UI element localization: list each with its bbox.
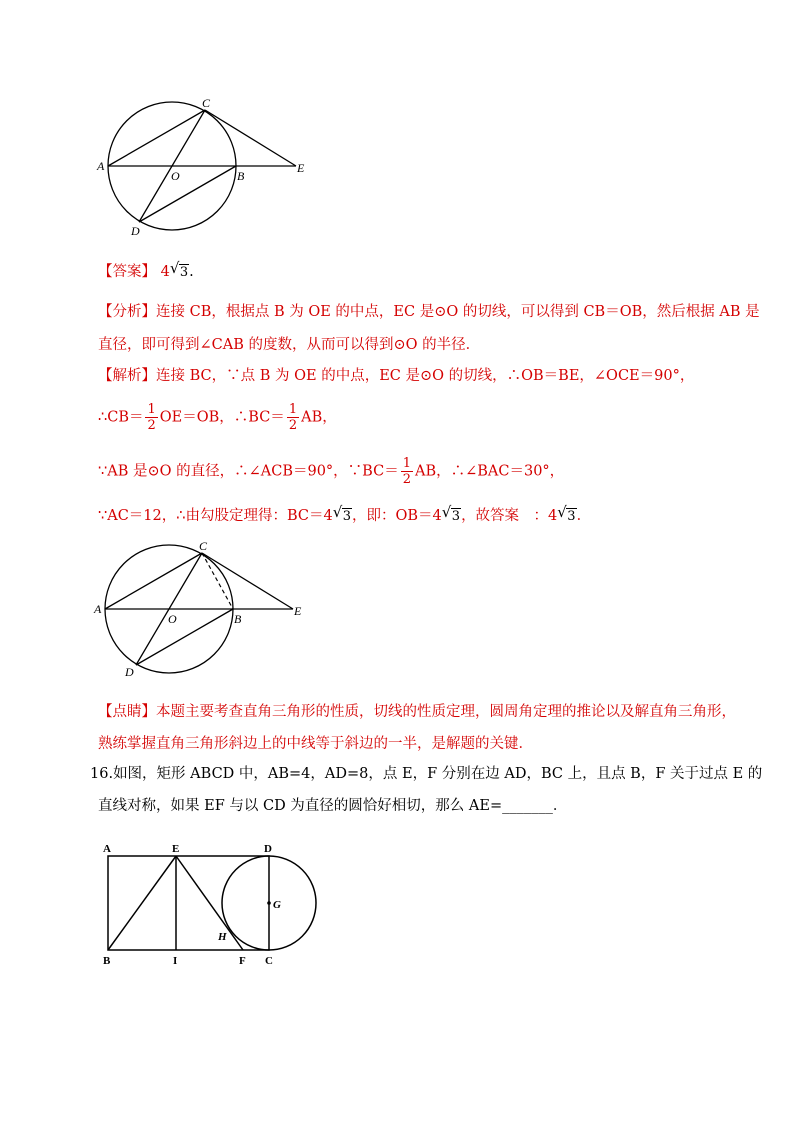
frac-num: 1 [147, 402, 156, 417]
label-H: H [218, 931, 227, 943]
fraction-half [145, 402, 157, 433]
label-A: A [97, 159, 105, 173]
solution-text-4d: ． [576, 508, 592, 524]
label-D: D [264, 843, 272, 855]
sqrt-symbol: √ 3 [441, 503, 461, 524]
radicand: 3 [567, 509, 576, 524]
sqrt-symbol: √ 3 [332, 503, 351, 524]
frac-den: 2 [147, 418, 156, 433]
analysis-text-1: 连接 CB，根据点 B 为 OE 的中点，EC 是⊙O 的切线，可以得到 CB＝OB，然后根据 AB 是 [156, 304, 760, 320]
solution-text-3b: AB，∴∠BAC＝30°， [414, 463, 565, 480]
label-A: A [103, 843, 111, 855]
label-F: F [239, 955, 246, 967]
comment-line-2 [98, 734, 533, 754]
label-C: C [202, 96, 211, 110]
answer-end: . [189, 264, 194, 280]
radicand: 3 [451, 509, 461, 524]
solution-text-1: 连接 BC，∵点 B 为 OE 的中点，EC 是⊙O 的切线，∴OB＝BE，∠OCE＝90°， [156, 368, 695, 384]
solution-line-3 [98, 456, 564, 487]
label-D: D [125, 665, 134, 679]
question-text-1: 如图，矩形 ABCD 中，AB=4，AD=8，点 E，F 分别在边 AD，BC 上，且点 B，F 关于过点 E 的 [113, 766, 763, 782]
label-B: B [103, 955, 111, 967]
figure-circle-tangent-1 [95, 90, 320, 235]
solution-text-2c: AB， [301, 409, 337, 426]
analysis-line-2 [98, 335, 480, 355]
label-B: B [234, 612, 242, 626]
label-O: O [168, 612, 177, 626]
frac-num: 1 [288, 402, 298, 417]
label-B: B [237, 169, 245, 183]
solution-tag: 【解析】 [98, 368, 156, 384]
answer-tag: 【答案】 [98, 264, 156, 280]
figure-circle-tangent-2 [92, 538, 317, 683]
solution-line-2 [98, 402, 337, 433]
question-text-2: 直线对称，如果 EF 与以 CD 为直径的圆恰好相切，那么 AE=_______． [98, 798, 568, 814]
solution-text-2b: OE＝OB，∴BC＝ [159, 409, 285, 426]
fraction-half [401, 456, 413, 487]
solution-text-4b: ，即：OB＝4 [352, 508, 442, 524]
label-E: E [297, 161, 305, 175]
question-number: 16. [90, 766, 114, 782]
label-E: E [294, 604, 302, 618]
answer-radicand: 3 [179, 265, 189, 280]
solution-line-1 [98, 366, 694, 386]
comment-text-2: 熟练掌握直角三角形斜边上的中线等于斜边的一半，是解题的关键． [98, 736, 533, 752]
question-line-1 [90, 764, 762, 784]
comment-tag: 【点睛】 [98, 704, 156, 720]
sqrt-symbol: √ 3 [169, 259, 189, 280]
frac-den: 2 [402, 472, 411, 487]
label-C: C [265, 955, 273, 967]
solution-text-4c: ，故答案 ：4 [461, 508, 558, 524]
label-A: A [94, 602, 102, 616]
label-D: D [131, 224, 140, 235]
label-G: G [273, 899, 281, 911]
analysis-tag: 【分析】 [98, 304, 156, 320]
analysis-text-2: 直径，即可得到∠CAB 的度数，从而可以得到⊙O 的半径． [98, 337, 481, 353]
answer-coef: 4 [160, 264, 170, 280]
frac-den: 2 [288, 418, 298, 433]
radicand: 3 [342, 509, 351, 524]
solution-text-3a: ∵AB 是⊙O 的直径，∴∠ACB＝90°，∵BC＝ [98, 463, 399, 480]
fraction-half [287, 402, 299, 433]
answer-line [98, 259, 194, 283]
solution-text-4a: ∵AC＝12，∴由勾股定理得：BC＝4 [98, 508, 333, 524]
label-E: E [172, 843, 180, 855]
comment-text-1: 本题主要考查直角三角形的性质，切线的性质定理，圆周角定理的推论以及解直角三角形， [156, 704, 736, 720]
label-O: O [171, 169, 180, 183]
solution-text-2a: ∴CB＝ [98, 409, 144, 426]
solution-line-4 [98, 503, 592, 527]
label-C: C [199, 539, 208, 553]
figure-rectangle-circle [98, 838, 328, 973]
analysis-line-1 [98, 302, 760, 322]
sqrt-symbol: √ 3 [557, 503, 576, 524]
comment-line-1 [98, 702, 736, 722]
label-I: I [173, 955, 178, 967]
frac-num: 1 [402, 456, 411, 471]
question-line-2 [98, 796, 567, 816]
